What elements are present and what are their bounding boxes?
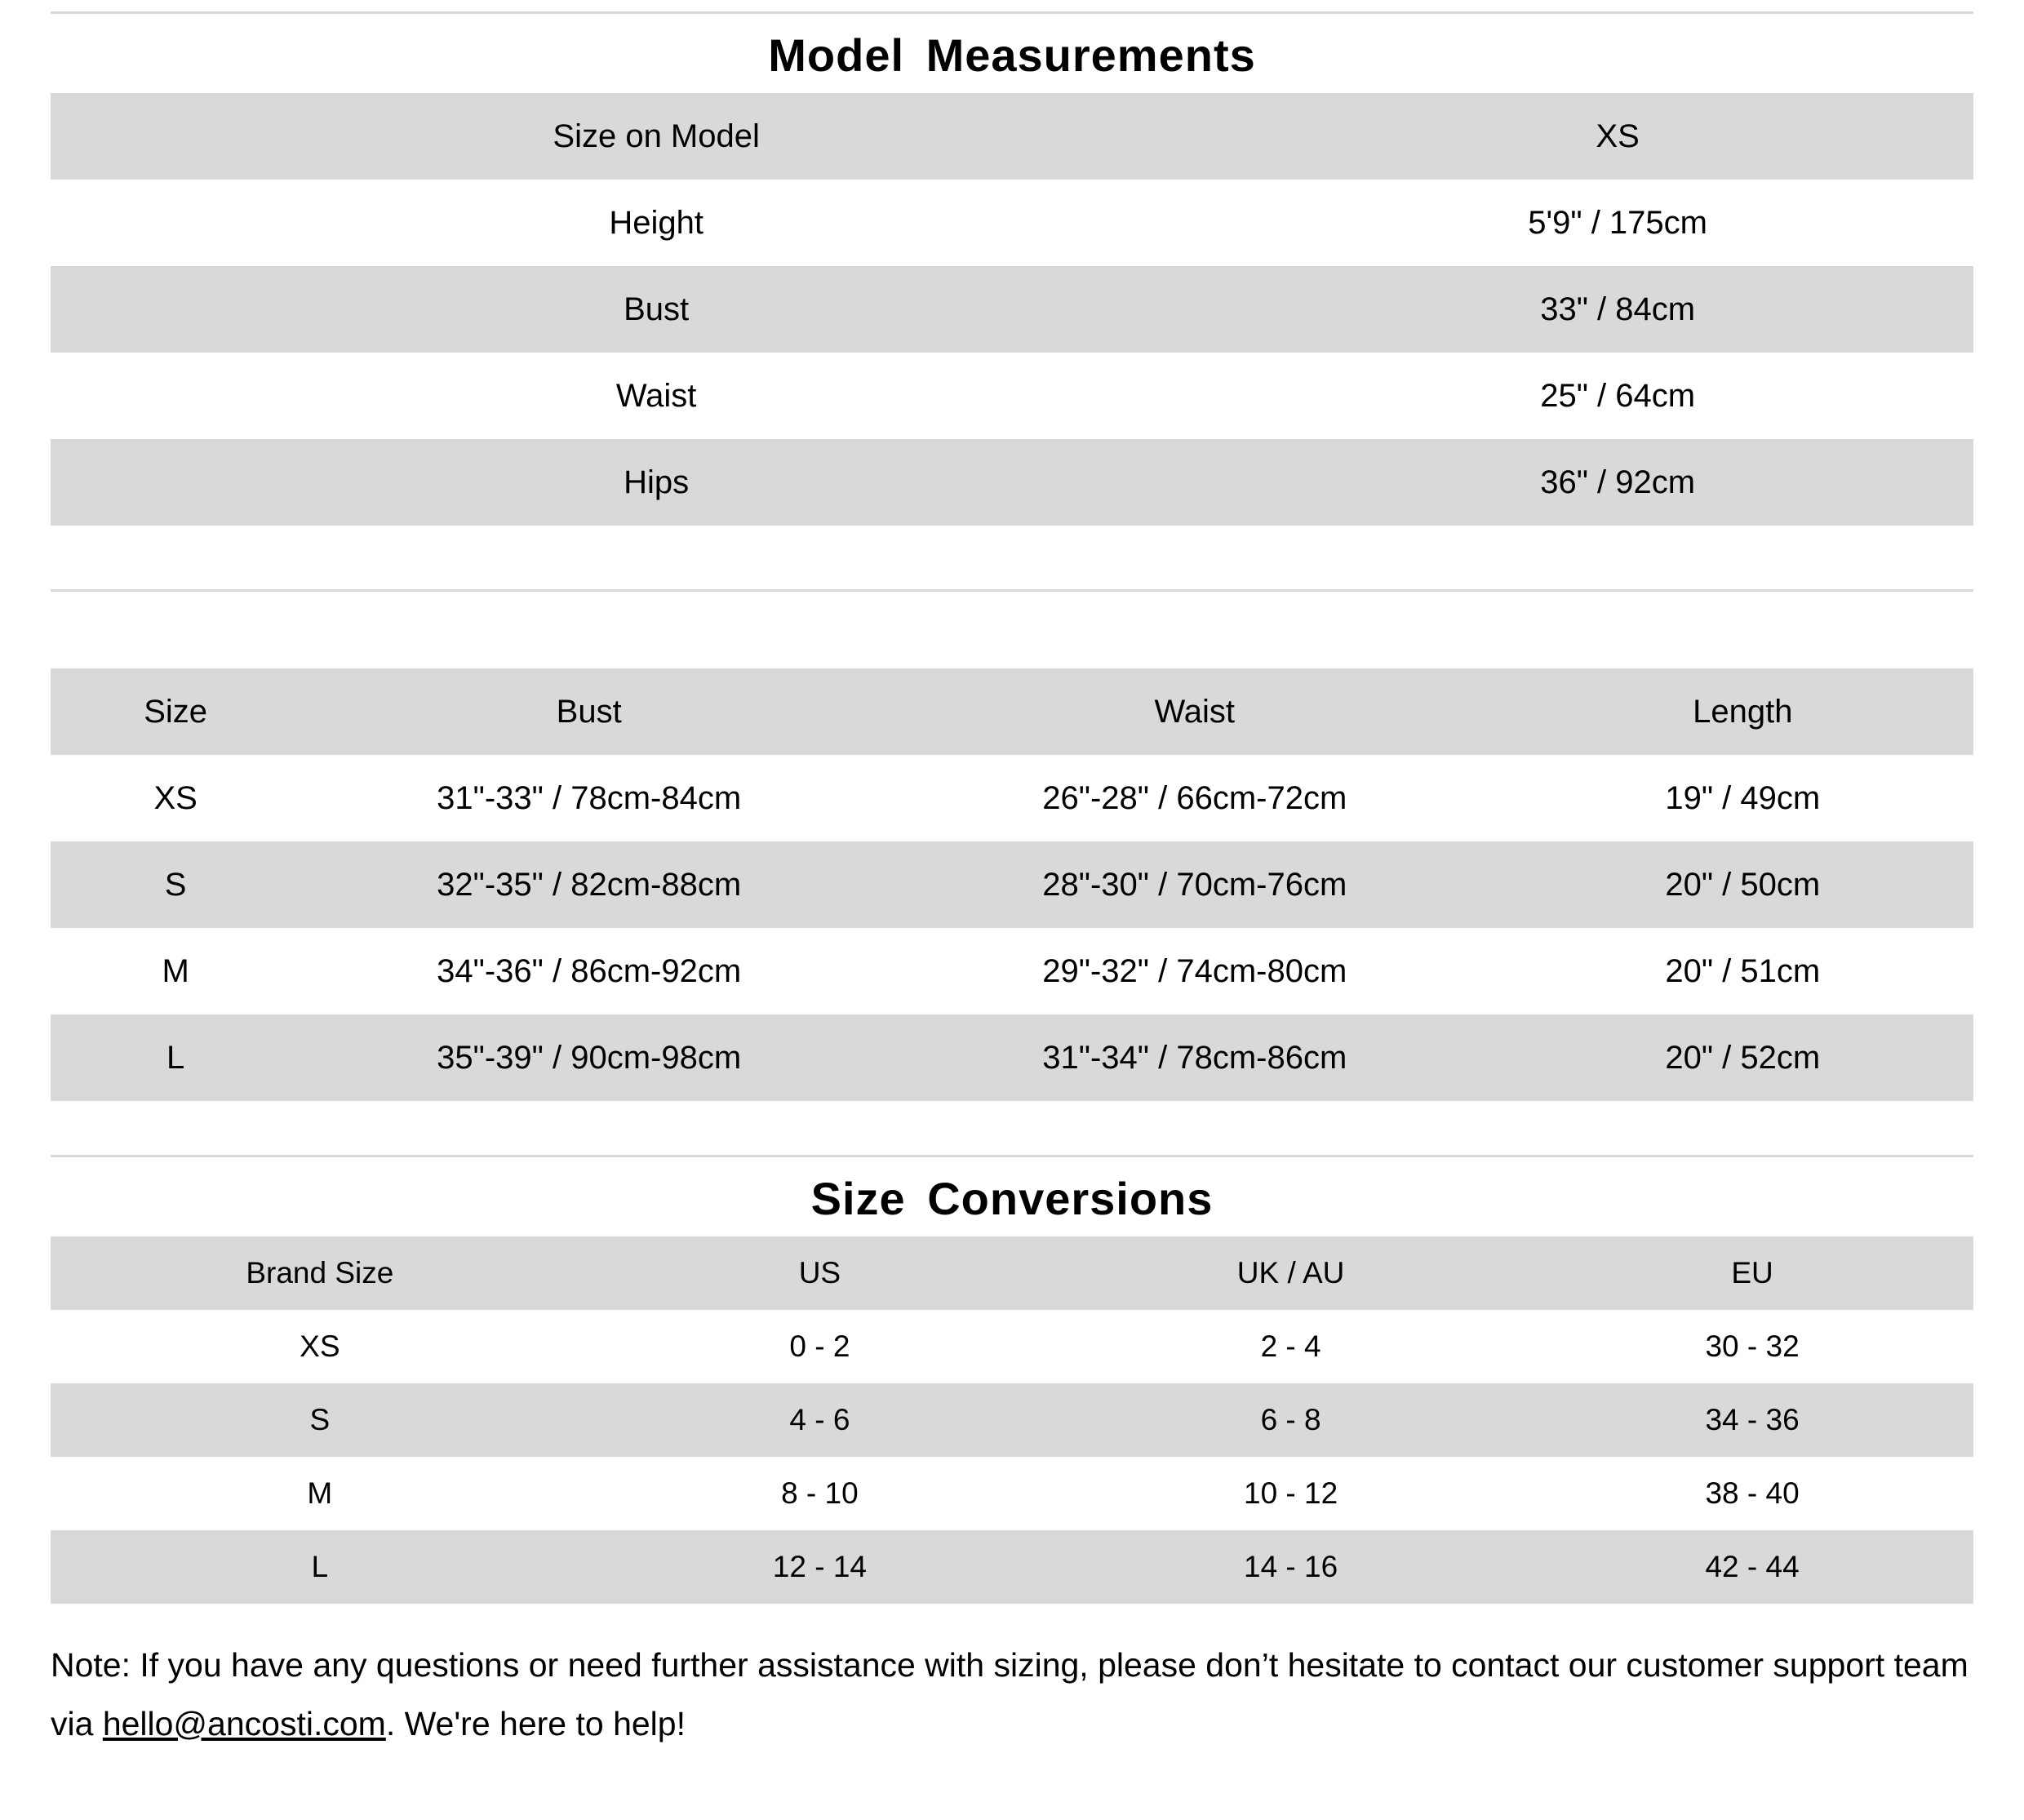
size-chart-cell: 35"-39" / 90cm-98cm: [300, 1014, 877, 1101]
top-divider: [51, 11, 1973, 14]
conversion-cell: XS: [300, 1329, 340, 1363]
conversion-header-cell: EU: [1531, 1236, 1973, 1310]
conversion-cell: 4 - 6: [589, 1383, 1050, 1457]
mid-divider-2: [51, 1155, 1973, 1157]
size-chart-cell: L: [51, 1014, 300, 1101]
size-conversions-title: Size Conversions: [810, 1173, 1214, 1224]
spacer: [51, 592, 1973, 668]
conversion-cell: 14 - 16: [1050, 1530, 1531, 1604]
size-chart-table: [51, 668, 1973, 1101]
table-row: [51, 1383, 1973, 1457]
model-measurements-title: Model Measurements: [768, 29, 1256, 81]
size-chart-cell: 20" / 51cm: [1665, 952, 1821, 989]
size-chart-cell: S: [51, 841, 300, 928]
table-row: [51, 1310, 1973, 1383]
size-chart-header-cell: Size: [51, 668, 300, 755]
table-row: [51, 1014, 1973, 1101]
conversion-cell: 8 - 10: [781, 1476, 859, 1510]
conversion-header-cell: UK / AU: [1050, 1236, 1531, 1310]
table-row: [51, 266, 1973, 353]
model-row-value: 25" / 64cm: [1540, 377, 1696, 414]
model-row-label: Height: [609, 204, 704, 241]
size-chart-header-cell: Length: [1512, 668, 1973, 755]
spacer: [51, 1101, 1973, 1155]
table-header-row: [51, 668, 1973, 755]
model-row-value: 36" / 92cm: [1262, 439, 1973, 526]
table-row: [51, 755, 1973, 841]
conversion-cell: 12 - 14: [589, 1530, 1050, 1604]
table-row: [51, 1530, 1973, 1604]
support-email-link[interactable]: hello@ancosti.com: [102, 1704, 386, 1742]
note-line-2-prefix: our customer support team via: [51, 1646, 1969, 1742]
conversion-cell: 0 - 2: [789, 1329, 850, 1363]
size-conversions-table: [51, 1236, 1973, 1604]
size-chart-cell: 19" / 49cm: [1665, 779, 1821, 816]
conversion-header-cell: Brand Size: [51, 1236, 589, 1310]
conversion-cell: L: [51, 1530, 589, 1604]
size-chart-cell: 20" / 52cm: [1512, 1014, 1973, 1101]
size-chart-cell: M: [162, 952, 189, 989]
size-guide-page: [0, 11, 2024, 1820]
model-row-label: Size on Model: [51, 93, 1262, 180]
model-row-value: XS: [1262, 93, 1973, 180]
size-chart-header-cell: Bust: [300, 668, 877, 755]
model-row-value: 33" / 84cm: [1262, 266, 1973, 353]
conversion-cell: 42 - 44: [1531, 1530, 1973, 1604]
model-row-label: Bust: [51, 266, 1262, 353]
size-chart-cell: 20" / 50cm: [1512, 841, 1973, 928]
size-chart-cell: 28"-30" / 70cm-76cm: [877, 841, 1511, 928]
size-chart-cell: XS: [153, 779, 198, 816]
table-row: [51, 180, 1973, 266]
size-chart-cell: 26"-28" / 66cm-72cm: [1042, 779, 1347, 816]
conversion-cell: 6 - 8: [1050, 1383, 1531, 1457]
conversion-cell: S: [51, 1383, 589, 1457]
size-chart-cell: 34"-36" / 86cm-92cm: [437, 952, 742, 989]
table-row: [51, 439, 1973, 526]
conversion-cell: 10 - 12: [1244, 1476, 1338, 1510]
sizing-note: [51, 1636, 1973, 1754]
model-row-value: 5'9" / 175cm: [1528, 204, 1707, 241]
size-chart-cell: 31"-33" / 78cm-84cm: [437, 779, 742, 816]
table-header-row: [51, 1236, 1973, 1310]
model-row-label: Waist: [615, 377, 697, 414]
spacer: [51, 526, 1973, 589]
size-chart-cell: 29"-32" / 74cm-80cm: [1042, 952, 1347, 989]
model-row-label: Hips: [51, 439, 1262, 526]
size-chart-header-cell: Waist: [877, 668, 1511, 755]
note-line-2-suffix: . We're here to help!: [385, 1704, 686, 1742]
size-chart-cell: 31"-34" / 78cm-86cm: [877, 1014, 1511, 1101]
conversion-header-cell: US: [589, 1236, 1050, 1310]
conversion-cell: M: [307, 1476, 333, 1510]
conversion-cell: 2 - 4: [1260, 1329, 1321, 1363]
table-row: [51, 928, 1973, 1014]
table-row: [51, 93, 1973, 180]
conversion-cell: 34 - 36: [1531, 1383, 1973, 1457]
conversion-cell: 38 - 40: [1705, 1476, 1800, 1510]
model-measurements-table: [51, 93, 1973, 526]
size-chart-cell: 32"-35" / 82cm-88cm: [300, 841, 877, 928]
table-row: [51, 1457, 1973, 1530]
table-row: [51, 841, 1973, 928]
table-row: [51, 353, 1973, 439]
note-line-1: Note: If you have any questions or need further assistance with sizing, please don’t hesitate to contact: [51, 1646, 1560, 1684]
conversion-cell: 30 - 32: [1705, 1329, 1800, 1363]
